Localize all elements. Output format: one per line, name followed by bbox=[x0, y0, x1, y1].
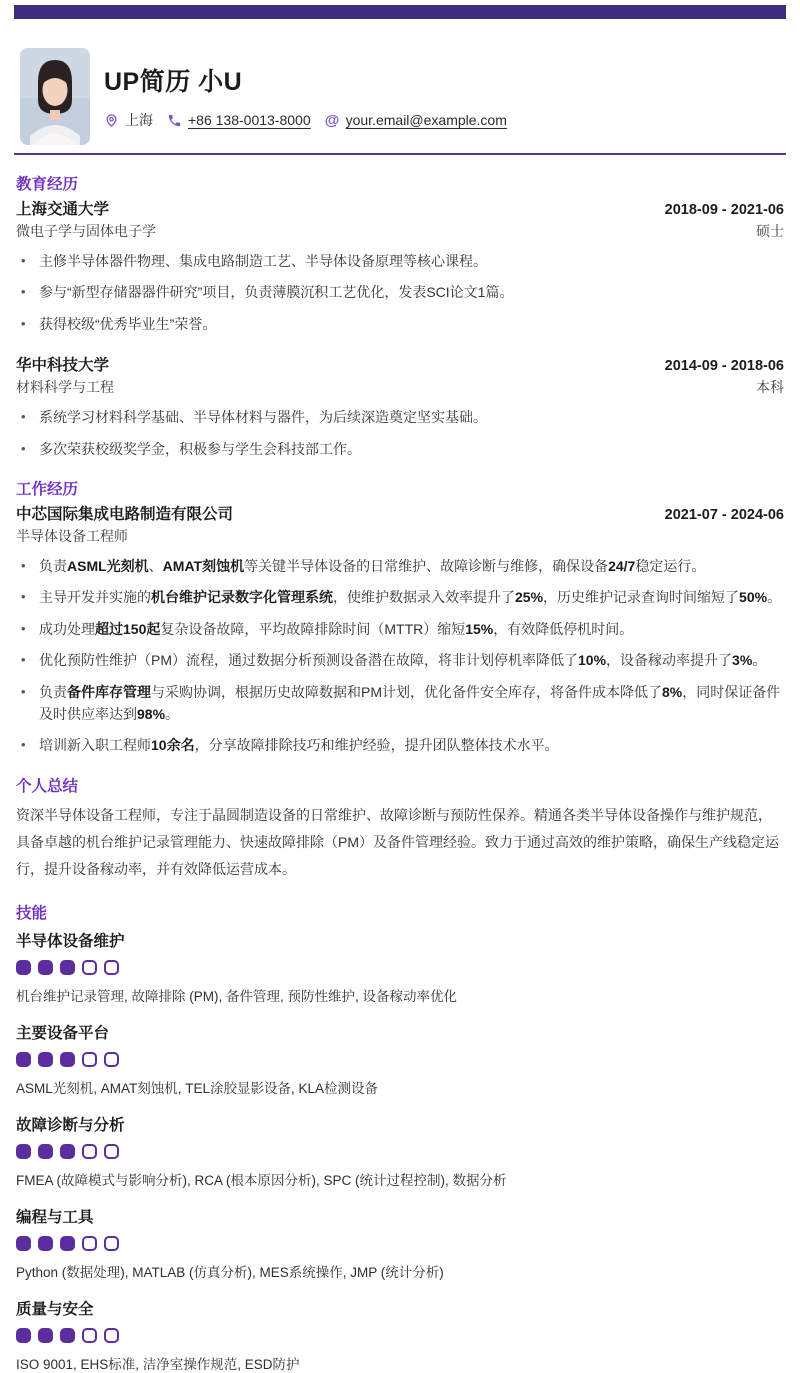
skill-dot-filled bbox=[38, 960, 53, 975]
company-name: 中芯国际集成电路制造有限公司 bbox=[16, 505, 234, 523]
work-bullet: • 成功处理超过150起复杂设备故障，平均故障排除时间（MTTR）缩短15%，有效降低停机时间。 bbox=[21, 618, 784, 640]
header bbox=[0, 19, 800, 145]
contact-location bbox=[104, 110, 153, 130]
skill-dot-filled bbox=[16, 1052, 31, 1067]
skill-dot-filled bbox=[60, 1328, 75, 1343]
phone-text: +86 138-0013-8000 bbox=[188, 112, 311, 128]
skill-dot-filled bbox=[60, 960, 75, 975]
skill-name: 编程与工具 bbox=[16, 1208, 94, 1226]
education-bullet-list bbox=[16, 250, 784, 335]
skill-dot-filled bbox=[16, 960, 31, 975]
skill-group bbox=[16, 1205, 784, 1281]
skill-dot-empty bbox=[104, 960, 119, 975]
skill-dot-empty bbox=[104, 1236, 119, 1251]
skill-dot-filled bbox=[38, 1328, 53, 1343]
education-entries bbox=[16, 197, 784, 460]
skill-items: 机台维护记录管理, 故障排除 (PM), 备件管理, 预防性维护, 设备稼动率优化 bbox=[16, 988, 457, 1004]
skill-name: 主要设备平台 bbox=[16, 1024, 110, 1042]
resume-page bbox=[0, 5, 800, 1373]
degree-name: 本科 bbox=[756, 379, 784, 396]
profile-photo-illustration bbox=[20, 48, 90, 145]
section-skills bbox=[0, 901, 800, 1373]
education-entry-sub bbox=[16, 221, 784, 241]
education-entry bbox=[16, 353, 784, 460]
skill-level-dots bbox=[16, 1144, 784, 1159]
contact-email[interactable] bbox=[325, 112, 507, 128]
school-name: 上海交通大学 bbox=[16, 201, 110, 218]
skill-level-dots bbox=[16, 1328, 784, 1343]
skill-name: 半导体设备维护 bbox=[16, 932, 125, 950]
education-bullet: • 参与“新型存储器器件研究”项目，负责薄膜沉积工艺优化，发表SCI论文1篇。 bbox=[21, 281, 784, 303]
profile-photo bbox=[20, 48, 90, 145]
skill-dot-empty bbox=[104, 1144, 119, 1159]
summary-text: 资深半导体设备工程师，专注于晶圆制造设备的日常维护、故障诊断与预防性保养。精通各类半导体设备操作与维护规范，具备卓越的机台维护记录管理能力、快速故障排除（PM）及备件管理经验。致力于通过高效的维护策略，确保生产线稳定运行，提升设备稼动率，并有效降低运营成本。 bbox=[16, 806, 779, 878]
education-entry-head bbox=[16, 353, 784, 375]
skill-items: Python (数据处理), MATLAB (仿真分析), MES系统操作, JMP (统计分析) bbox=[16, 1264, 444, 1280]
skill-group bbox=[16, 1113, 784, 1189]
work-section-title: 工作经历 bbox=[16, 480, 79, 498]
skill-dot-filled bbox=[60, 1052, 75, 1067]
location-text: 上海 bbox=[125, 112, 153, 128]
skill-dot-empty bbox=[82, 960, 97, 975]
candidate-name: UP简历 小U bbox=[104, 68, 243, 96]
email-icon: @ bbox=[324, 111, 340, 129]
header-text bbox=[104, 48, 507, 130]
education-bullet: • 主修半导体器件物理、集成电路制造工艺、半导体设备原理等核心课程。 bbox=[21, 250, 784, 272]
skill-dot-filled bbox=[16, 1328, 31, 1343]
skill-groups bbox=[16, 929, 784, 1373]
job-title: 半导体设备工程师 bbox=[16, 527, 128, 544]
skill-items: ASML光刻机, AMAT刻蚀机, TEL涂胶显影设备, KLA检测设备 bbox=[16, 1080, 379, 1096]
education-bullet: • 系统学习材料科学基础、半导体材料与器件，为后续深造奠定坚实基础。 bbox=[21, 406, 784, 428]
section-education bbox=[0, 172, 800, 460]
skill-dot-empty bbox=[82, 1052, 97, 1067]
skill-name: 质量与安全 bbox=[16, 1300, 94, 1318]
skill-dot-empty bbox=[104, 1052, 119, 1067]
education-entry-head bbox=[16, 197, 784, 219]
contact-row bbox=[104, 110, 507, 130]
skill-dot-filled bbox=[38, 1052, 53, 1067]
skill-dot-filled bbox=[60, 1144, 75, 1159]
skill-level-dots bbox=[16, 960, 784, 975]
education-entry bbox=[16, 197, 784, 335]
phone-icon bbox=[167, 113, 182, 128]
skill-dot-filled bbox=[38, 1144, 53, 1159]
skills-section-title: 技能 bbox=[16, 904, 48, 922]
work-bullet: • 负责ASML光刻机、AMAT刻蚀机等关键半导体设备的日常维护、故障诊断与维修，确保设备24/7稳定运行。 bbox=[21, 555, 784, 577]
section-summary bbox=[0, 774, 800, 884]
education-bullet: • 获得校级“优秀毕业生”荣誉。 bbox=[21, 313, 784, 335]
skill-group bbox=[16, 929, 784, 1005]
top-accent-bar bbox=[14, 5, 786, 19]
skill-dot-filled bbox=[60, 1236, 75, 1251]
degree-name: 硕士 bbox=[756, 223, 784, 239]
major-name: 微电子学与固体电子学 bbox=[16, 223, 156, 239]
skill-dot-empty bbox=[82, 1144, 97, 1159]
skill-level-dots bbox=[16, 1052, 784, 1067]
section-work bbox=[0, 477, 800, 757]
email-text: your.email@example.com bbox=[345, 112, 507, 128]
education-entry-sub bbox=[16, 377, 784, 397]
education-bullet-list bbox=[16, 406, 784, 460]
education-bullet: • 多次荣获校级奖学金，积极参与学生会科技部工作。 bbox=[21, 438, 784, 460]
school-name: 华中科技大学 bbox=[16, 357, 110, 375]
skill-dot-empty bbox=[82, 1328, 97, 1343]
skill-items: ISO 9001, EHS标准, 洁净室操作规范, ESD防护 bbox=[16, 1356, 300, 1372]
skill-dot-filled bbox=[16, 1144, 31, 1159]
skill-group bbox=[16, 1297, 784, 1373]
skill-dot-filled bbox=[38, 1236, 53, 1251]
skill-dot-filled bbox=[16, 1236, 31, 1251]
work-date-range: 2021-07 - 2024-06 bbox=[664, 506, 784, 523]
education-section-title: 教育经历 bbox=[16, 176, 79, 193]
skill-group bbox=[16, 1021, 784, 1097]
skill-items: FMEA (故障模式与影响分析), RCA (根本原因分析), SPC (统计过程控制), 数据分析 bbox=[16, 1172, 507, 1188]
header-divider bbox=[14, 153, 786, 155]
location-icon bbox=[104, 113, 119, 128]
skill-name: 故障诊断与分析 bbox=[16, 1116, 125, 1134]
education-date-range: 2018-09 - 2021-06 bbox=[664, 202, 784, 218]
skill-dot-empty bbox=[82, 1236, 97, 1251]
education-date-range: 2014-09 - 2018-06 bbox=[664, 358, 784, 375]
summary-section-title: 个人总结 bbox=[16, 777, 79, 795]
work-bullet: • 优化预防性维护（PM）流程，通过数据分析预测设备潜在故障，将非计划停机率降低了10%，设备稼动率提升了3%。 bbox=[21, 649, 784, 671]
work-bullet: • 主导开发并实施的机台维护记录数字化管理系统，使维护数据录入效率提升了25%，历史维护记录查询时间缩短了50%。 bbox=[21, 586, 784, 608]
skill-level-dots bbox=[16, 1236, 784, 1251]
major-name: 材料科学与工程 bbox=[16, 379, 114, 396]
skill-dot-empty bbox=[104, 1328, 119, 1343]
work-entry-sub bbox=[16, 526, 784, 546]
work-entry bbox=[16, 502, 784, 757]
work-entry-head bbox=[16, 502, 784, 524]
work-bullet: • 负责备件库存管理与采购协调，根据历史故障数据和PM计划，优化备件安全库存，将备件成本降低了8%，同时保证备件及时供应率达到98%。 bbox=[21, 681, 784, 726]
contact-phone[interactable] bbox=[167, 112, 311, 128]
work-bullet: • 培训新入职工程师10余名，分享故障排除技巧和维护经验，提升团队整体技术水平。 bbox=[21, 734, 784, 756]
work-bullet-list bbox=[16, 555, 784, 757]
